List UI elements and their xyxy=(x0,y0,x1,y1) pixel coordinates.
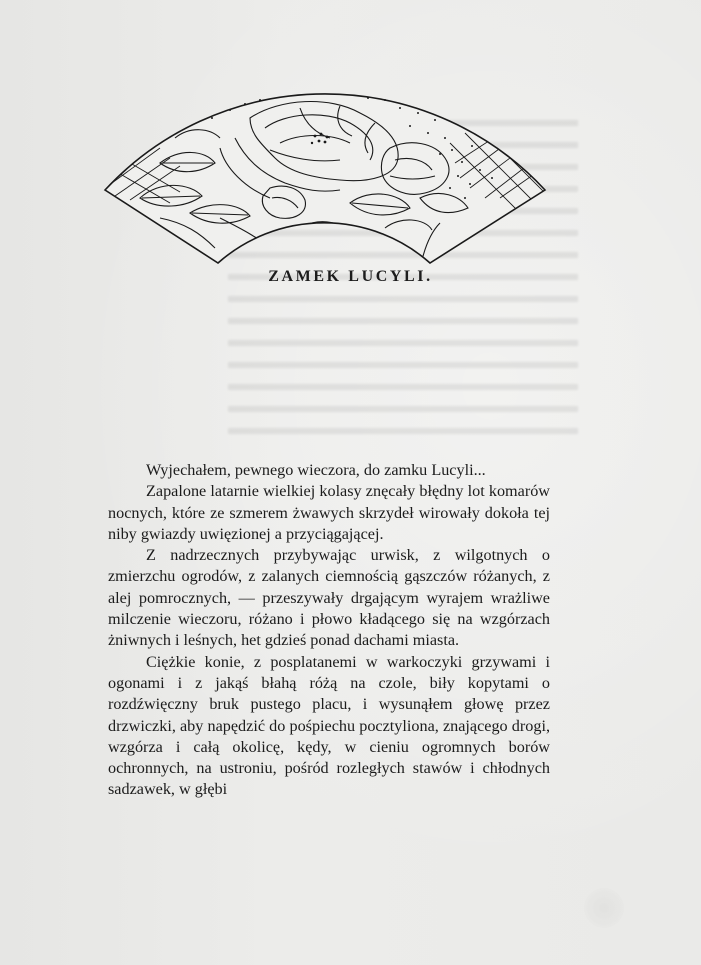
paragraph: Z nadrzecznych przybywając urwisk, z wilgotnych o zmierzchu ogrodów, z zalanych ciemnością gąszczów różanych, z alej pomrocznych, — przeszywały drgającym wyrajem wrażliwe milczenie wieczoru, różano i płowo kładącego się na wzgórzach żniwnych i leśnych, het gdzieś ponad dachami miasta. xyxy=(108,546,550,650)
paragraph: Ciężkie konie, z posplatanemi w warkoczyki grzywami i ogonami i z jakąś błahą różą na czole, biły kopytami o rozdźwięczny bruk pustego placu, i wysunąłem głowę przez drzwiczki, aby napędzić do pośpiechu pocztyliona, znającego drogi, wzgórza i całą okolicę, kędy, w cieniu ogromnych borów ochronnych, na ustroniu, pośród rozległych stawów i chłodnych sadzawek, w głębi xyxy=(108,652,550,799)
peony-fan-illustration-icon xyxy=(100,88,550,268)
paragraph: Wyjechałem, pewnego wieczora, do zamku Lucyli... xyxy=(146,461,486,479)
page-stain xyxy=(584,888,624,928)
chapter-body xyxy=(108,460,550,801)
chapter-title: ZAMEK LUCYLI. xyxy=(268,268,433,285)
paragraph: Zapalone latarnie wielkiej kolasy znęcały błędny lot komarów nocnych, które ze szmerem żwawych skrzydeł wirowały dokoła tej niby gwiazdy uwięzionej a przyciągającej. xyxy=(108,482,550,543)
